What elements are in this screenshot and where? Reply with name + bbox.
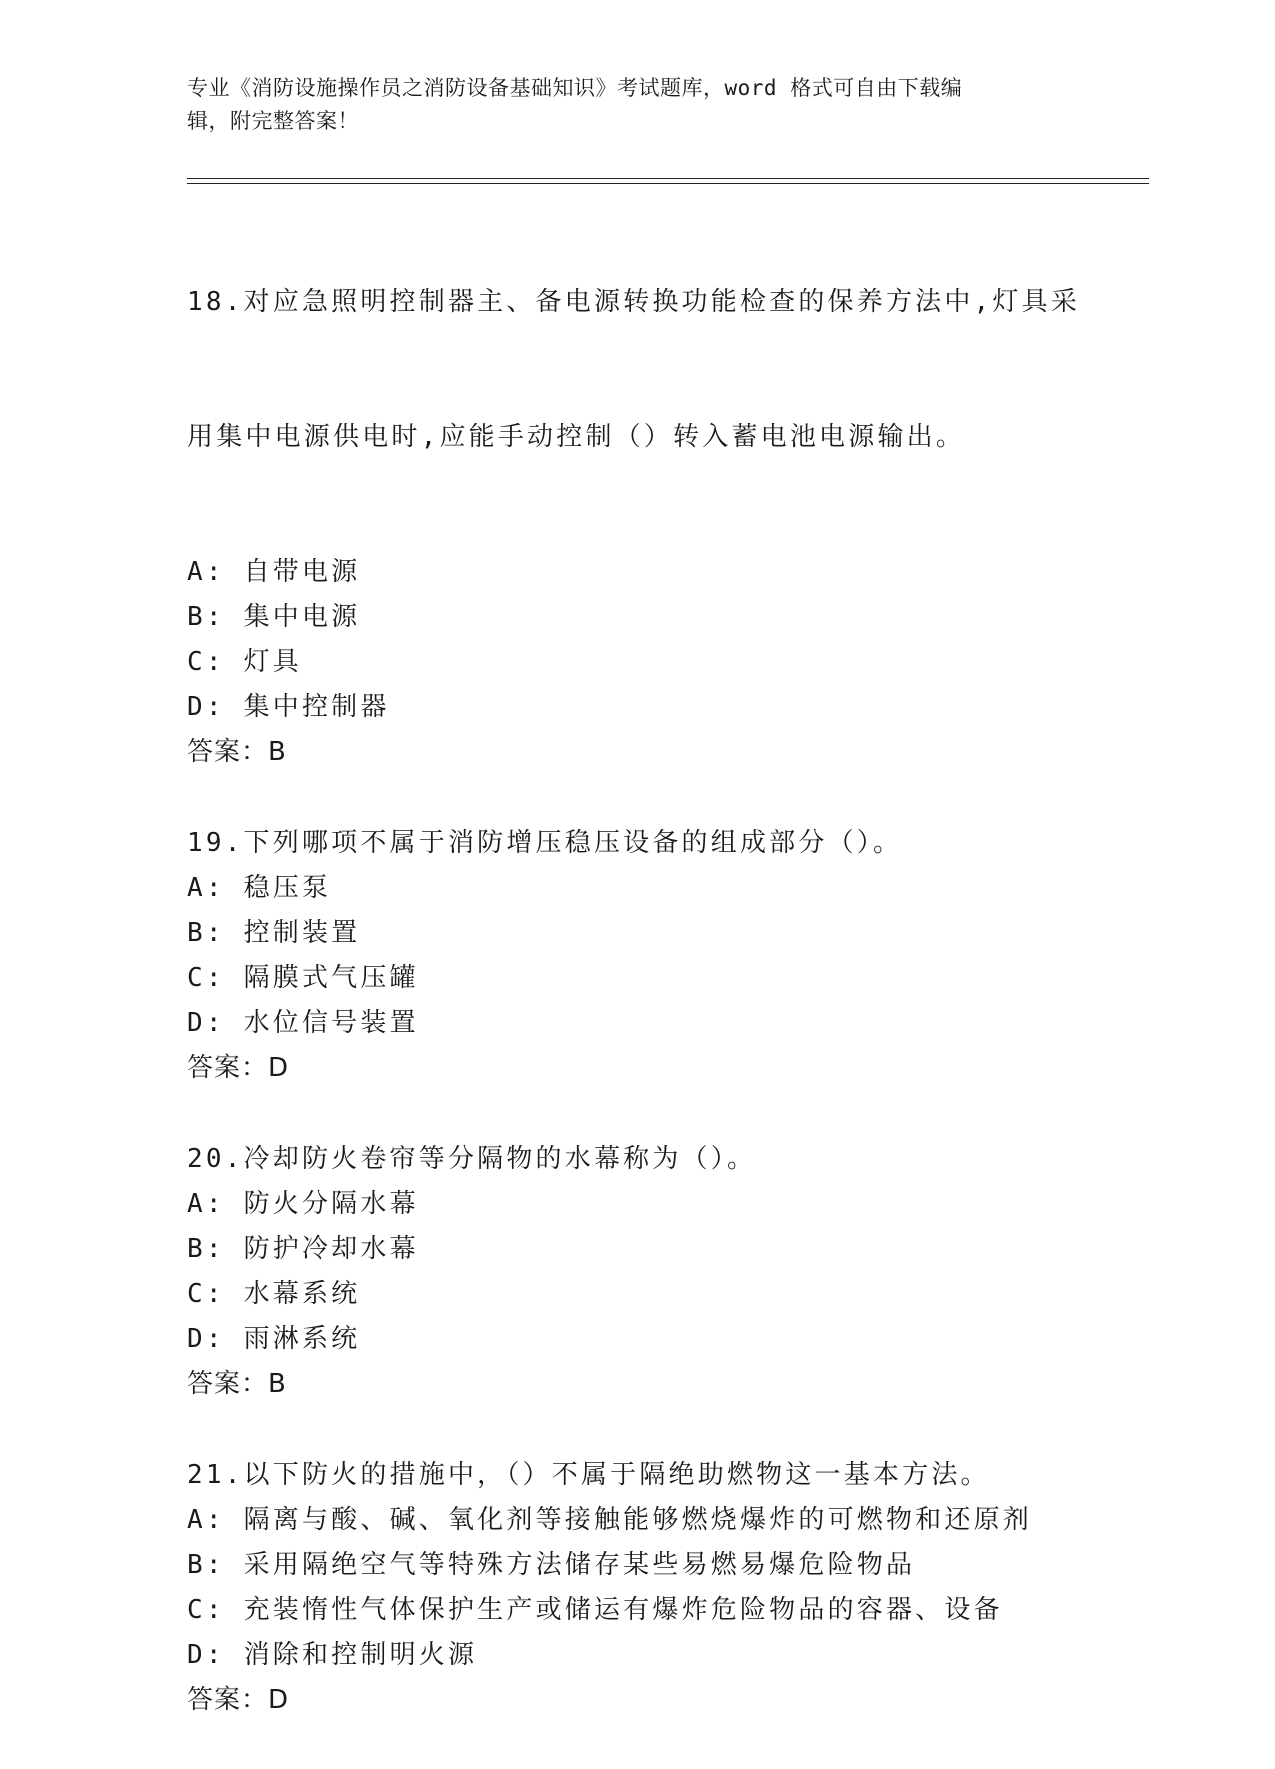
option-b <box>187 595 1087 640</box>
question-list <box>187 190 1087 1769</box>
page-header <box>187 72 1067 138</box>
option-label: C: <box>187 1595 225 1625</box>
option-a <box>187 550 1087 595</box>
option-text: 集中电源 <box>243 602 361 632</box>
option-a <box>187 1498 1087 1543</box>
answer-line: 答案：B <box>187 737 287 767</box>
option-text: 集中控制器 <box>243 692 390 722</box>
question-stem: 20.冷却防火卷帘等分隔物的水幕称为（）。 <box>187 1144 757 1174</box>
option-text: 水位信号装置 <box>243 1008 419 1038</box>
option-text: 水幕系统 <box>243 1279 361 1309</box>
option-b <box>187 1227 1087 1272</box>
header-line-1: 专业《消防设施操作员之消防设备基础知识》考试题库，word 格式可自由下载编 <box>187 76 963 100</box>
option-label: B: <box>187 1550 225 1580</box>
option-label: D: <box>187 1640 225 1670</box>
option-label: B: <box>187 1234 225 1264</box>
option-c <box>187 956 1087 1001</box>
option-label: C: <box>187 1279 225 1309</box>
option-text: 雨淋系统 <box>243 1324 361 1354</box>
option-a <box>187 1182 1087 1227</box>
option-text: 防火分隔水幕 <box>243 1189 419 1219</box>
option-text: 灯具 <box>243 647 302 677</box>
option-text: 稳压泵 <box>243 873 332 903</box>
option-d <box>187 1317 1087 1362</box>
option-b <box>187 911 1087 956</box>
question-18 <box>187 190 1087 775</box>
option-d <box>187 685 1087 730</box>
option-label: A: <box>187 1505 225 1535</box>
option-c <box>187 1272 1087 1317</box>
option-label: A: <box>187 557 225 587</box>
answer-line: 答案：D <box>187 1053 290 1083</box>
question-stem: 21.以下防火的措施中，（）不属于隔绝助燃物这一基本方法。 <box>187 1460 990 1490</box>
option-text: 隔膜式气压罐 <box>243 963 419 993</box>
question-stem-line: 18.对应急照明控制器主、备电源转换功能检查的保养方法中,灯具采 <box>187 287 1081 317</box>
option-text: 自带电源 <box>243 557 361 587</box>
option-label: B: <box>187 602 225 632</box>
option-label: C: <box>187 963 225 993</box>
option-c <box>187 640 1087 685</box>
option-d <box>187 1001 1087 1046</box>
option-label: D: <box>187 1324 225 1354</box>
option-label: A: <box>187 1189 225 1219</box>
option-text: 控制装置 <box>243 918 361 948</box>
option-text: 隔离与酸、碱、氧化剂等接触能够燃烧爆炸的可燃物和还原剂 <box>243 1505 1032 1535</box>
option-d <box>187 1633 1087 1678</box>
question-stem <box>187 190 1087 550</box>
question-stem-line: 用集中电源供电时,应能手动控制（）转入蓄电池电源输出。 <box>187 422 966 452</box>
option-label: B: <box>187 918 225 948</box>
option-text: 采用隔绝空气等特殊方法储存某些易燃易爆危险物品 <box>243 1550 916 1580</box>
option-c <box>187 1588 1087 1633</box>
question-20 <box>187 1137 1087 1407</box>
answer-line: 答案：B <box>187 1369 287 1399</box>
question-21 <box>187 1453 1087 1723</box>
option-a <box>187 866 1087 911</box>
question-stem: 19.下列哪项不属于消防增压稳压设备的组成部分（）。 <box>187 828 903 858</box>
option-b <box>187 1543 1087 1588</box>
option-label: A: <box>187 873 225 903</box>
header-divider-top <box>187 178 1149 179</box>
answer-line: 答案：D <box>187 1685 290 1715</box>
header-divider-bottom <box>187 183 1149 184</box>
option-text: 消除和控制明火源 <box>243 1640 478 1670</box>
option-label: D: <box>187 692 225 722</box>
option-text: 防护冷却水幕 <box>243 1234 419 1264</box>
option-label: D: <box>187 1008 225 1038</box>
option-text: 充装惰性气体保护生产或储运有爆炸危险物品的容器、设备 <box>243 1595 1003 1625</box>
option-label: C: <box>187 647 225 677</box>
question-19 <box>187 821 1087 1091</box>
header-line-2: 辑，附完整答案！ <box>187 109 359 133</box>
